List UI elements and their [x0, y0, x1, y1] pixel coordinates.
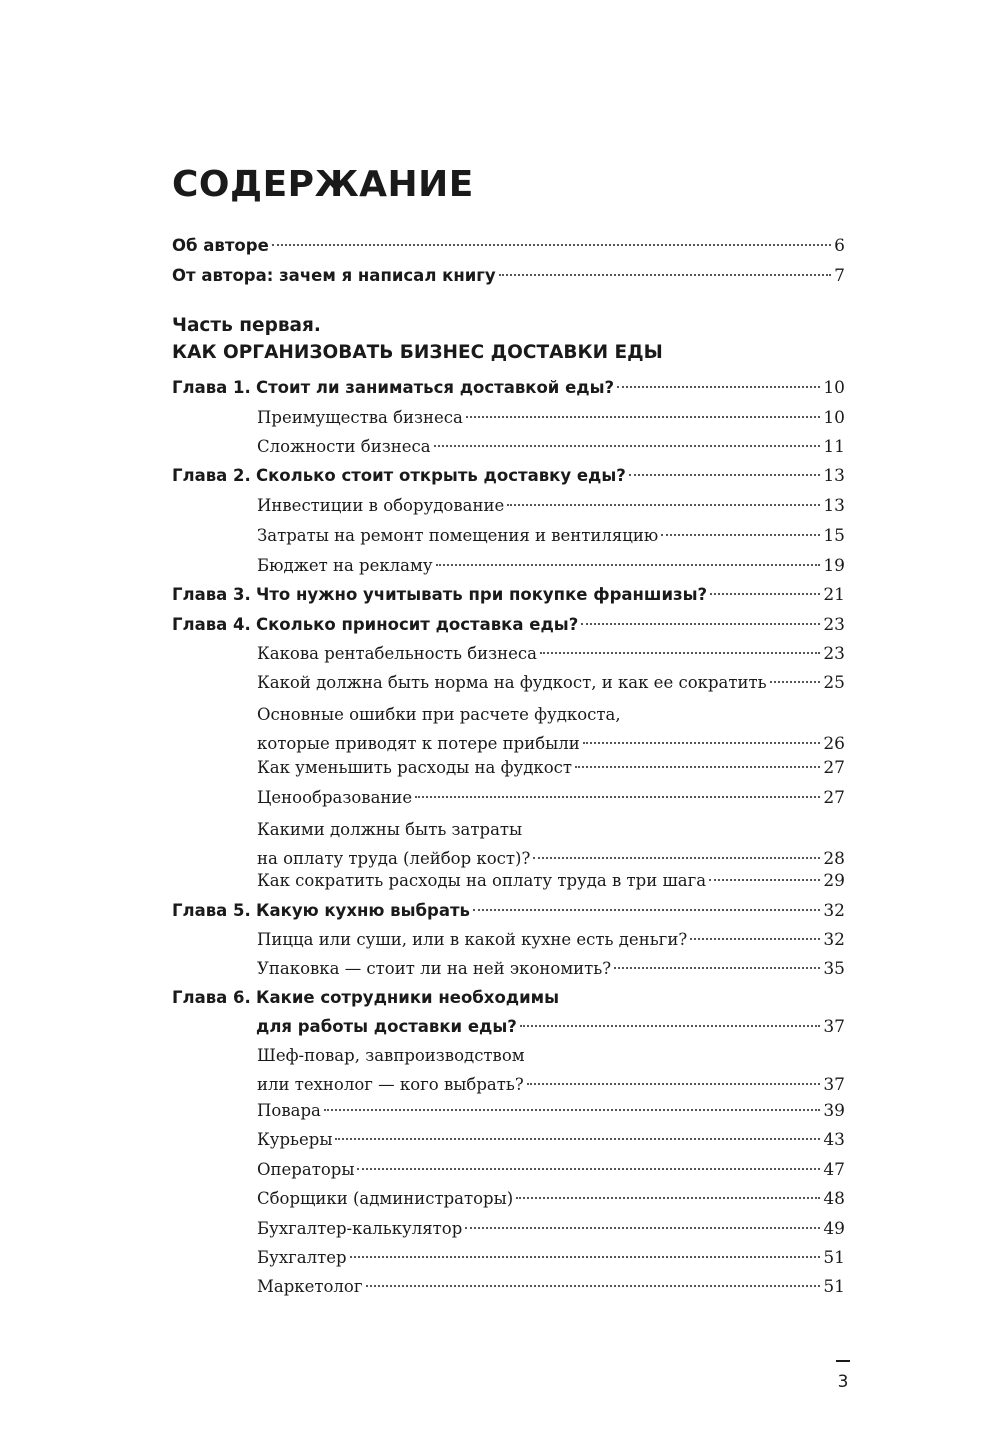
leader-dots	[415, 796, 820, 798]
leader-dots	[473, 909, 820, 911]
toc-section[interactable]	[257, 668, 845, 698]
section-label: Как сократить расходы на оплату труда в три шага	[257, 871, 707, 890]
entry-label: Об авторе	[172, 236, 269, 255]
leader-dots	[527, 1083, 821, 1085]
entry-page: 29	[823, 871, 845, 891]
leader-dots	[324, 1109, 821, 1111]
section-label: Пицца или суши, или в какой кухне есть деньги?	[257, 930, 688, 949]
section-label: Какова рентабельность бизнеса	[257, 644, 537, 663]
chapter-title: Сколько приносит доставка еды?	[256, 615, 579, 634]
section-label: Сложности бизнеса	[257, 437, 431, 456]
leader-dots	[583, 742, 821, 744]
leader-dots	[710, 593, 820, 595]
chapter-title-line1: Какие сотрудники необходимы	[256, 988, 560, 1007]
entry-page: 37	[823, 1017, 845, 1037]
leader-dots	[614, 967, 820, 969]
toc-section[interactable]	[257, 1243, 845, 1273]
entry-page: 15	[823, 526, 845, 546]
toc-entry-about-author[interactable]	[172, 231, 845, 261]
entry-page: 10	[823, 408, 845, 428]
entry-page: 10	[823, 378, 845, 398]
entry-page: 13	[823, 466, 845, 486]
section-label: Сборщики (администраторы)	[257, 1189, 514, 1208]
leader-dots	[507, 504, 820, 506]
leader-dots	[629, 474, 821, 476]
chapter-title: Сколько стоит открыть доставку еды?	[256, 466, 626, 485]
leader-dots	[709, 879, 820, 881]
leader-dots	[617, 386, 820, 388]
chapter-number: Глава 5.	[172, 901, 251, 920]
entry-page: 7	[834, 266, 845, 286]
section-label-line1: Основные ошибки при расчете фудкоста,	[257, 705, 621, 724]
chapter-title: Что нужно учитывать при покупке франшизы?	[256, 585, 708, 604]
section-label: Ценообразование	[257, 788, 413, 807]
toc-section[interactable]	[257, 1041, 845, 1100]
entry-page: 43	[823, 1130, 845, 1150]
toc-section[interactable]	[257, 1155, 845, 1185]
part-heading	[172, 312, 663, 366]
toc-section[interactable]	[257, 1272, 845, 1302]
entry-page: 48	[823, 1189, 845, 1209]
toc-chapter-3[interactable]	[172, 580, 845, 610]
chapter-title: Какую кухню выбрать	[256, 901, 470, 920]
section-label: на оплату труда (лейбор кост)?	[257, 849, 531, 868]
chapter-title: для работы доставки еды?	[256, 1017, 517, 1036]
entry-page: 6	[834, 236, 845, 256]
entry-page: 47	[823, 1160, 845, 1180]
entry-page: 51	[823, 1248, 845, 1268]
part-number: Часть первая.	[172, 315, 321, 336]
section-label: которые приводят к потере прибыли	[257, 734, 580, 753]
section-label: Какой должна быть норма на фудкост, и как ее сократить	[257, 673, 767, 692]
entry-page: 49	[823, 1219, 845, 1239]
toc-section[interactable]	[257, 551, 845, 581]
toc-section[interactable]	[257, 403, 845, 433]
leader-dots	[581, 623, 820, 625]
section-label: или технолог — кого выбрать?	[257, 1075, 524, 1094]
leader-dots	[335, 1138, 820, 1140]
leader-dots	[770, 681, 821, 683]
toc-section[interactable]	[257, 1125, 845, 1155]
page-number: 3	[837, 1372, 849, 1392]
toc-chapter-5[interactable]	[172, 896, 845, 926]
leader-dots	[436, 564, 821, 566]
entry-label: От автора: зачем я написал книгу	[172, 266, 496, 285]
entry-page: 27	[823, 758, 845, 778]
section-label: Затраты на ремонт помещения и вентиляцию	[257, 526, 659, 545]
entry-page: 23	[823, 644, 845, 664]
toc-section[interactable]	[257, 866, 845, 896]
entry-page: 32	[823, 930, 845, 950]
chapter-number: Глава 3.	[172, 585, 251, 604]
toc-section[interactable]	[257, 954, 845, 984]
toc-chapter-6[interactable]	[172, 983, 845, 1042]
entry-page: 26	[823, 734, 845, 754]
section-label-line1: Шеф-повар, завпроизводством	[257, 1046, 525, 1065]
leader-dots	[661, 534, 820, 536]
leader-dots	[575, 766, 820, 768]
toc-section[interactable]	[257, 1096, 845, 1126]
entry-page: 28	[823, 849, 845, 869]
leader-dots	[499, 274, 831, 276]
toc-section[interactable]	[257, 700, 845, 759]
leader-dots	[465, 1227, 820, 1229]
leader-dots	[533, 857, 820, 859]
leader-dots	[350, 1256, 821, 1258]
toc-section[interactable]	[257, 1184, 845, 1214]
toc-section[interactable]	[257, 432, 845, 462]
toc-chapter-1[interactable]	[172, 373, 845, 403]
part-title: КАК ОРГАНИЗОВАТЬ БИЗНЕС ДОСТАВКИ ЕДЫ	[172, 342, 663, 363]
chapter-number: Глава 4.	[172, 615, 251, 634]
entry-page: 13	[823, 496, 845, 516]
entry-page: 32	[823, 901, 845, 921]
section-label: Маркетолог	[257, 1277, 363, 1296]
toc-section[interactable]	[257, 1214, 845, 1244]
toc-chapter-4[interactable]	[172, 610, 845, 640]
entry-page: 21	[823, 585, 845, 605]
page-folio	[833, 1360, 853, 1392]
chapter-title: Стоит ли заниматься доставкой еды?	[256, 378, 615, 397]
section-label: Бюджет на рекламу	[257, 556, 433, 575]
section-label: Операторы	[257, 1160, 355, 1179]
toc-section[interactable]	[257, 925, 845, 955]
entry-page: 35	[823, 959, 845, 979]
toc-entry-author-preface[interactable]	[172, 261, 845, 291]
section-label: Как уменьшить расходы на фудкост	[257, 758, 573, 777]
chapter-number: Глава 2.	[172, 466, 251, 485]
section-label: Повара	[257, 1101, 321, 1120]
leader-dots	[366, 1285, 821, 1287]
leader-dots	[540, 652, 820, 654]
leader-dots	[520, 1025, 820, 1027]
toc-section[interactable]	[257, 491, 845, 521]
entry-page: 27	[823, 788, 845, 808]
entry-page: 11	[823, 437, 845, 457]
entry-page: 37	[823, 1075, 845, 1095]
section-label: Инвестиции в оборудование	[257, 496, 505, 515]
toc-section[interactable]	[257, 639, 845, 669]
section-label: Курьеры	[257, 1130, 333, 1149]
folio-rule	[836, 1360, 850, 1362]
entry-page: 25	[823, 673, 845, 693]
page-title: СОДЕРЖАНИЕ	[172, 164, 474, 205]
entry-page: 19	[823, 556, 845, 576]
leader-dots	[434, 445, 821, 447]
leader-dots	[516, 1197, 820, 1199]
toc-section[interactable]	[257, 753, 845, 783]
entry-page: 39	[823, 1101, 845, 1121]
chapter-number: Глава 1.	[172, 378, 251, 397]
toc-section[interactable]	[257, 783, 845, 813]
toc-section[interactable]	[257, 521, 845, 551]
section-label-line1: Какими должны быть затраты	[257, 820, 523, 839]
chapter-number: Глава 6.	[172, 988, 251, 1007]
leader-dots	[466, 416, 820, 418]
entry-page: 51	[823, 1277, 845, 1297]
leader-dots	[690, 938, 820, 940]
leader-dots	[272, 244, 831, 246]
toc-chapter-2[interactable]	[172, 461, 845, 491]
section-label: Упаковка — стоит ли на ней экономить?	[257, 959, 612, 978]
section-label: Преимущества бизнеса	[257, 408, 463, 427]
entry-page: 23	[823, 615, 845, 635]
leader-dots	[357, 1168, 820, 1170]
section-label: Бухгалтер-калькулятор	[257, 1219, 463, 1238]
section-label: Бухгалтер	[257, 1248, 347, 1267]
